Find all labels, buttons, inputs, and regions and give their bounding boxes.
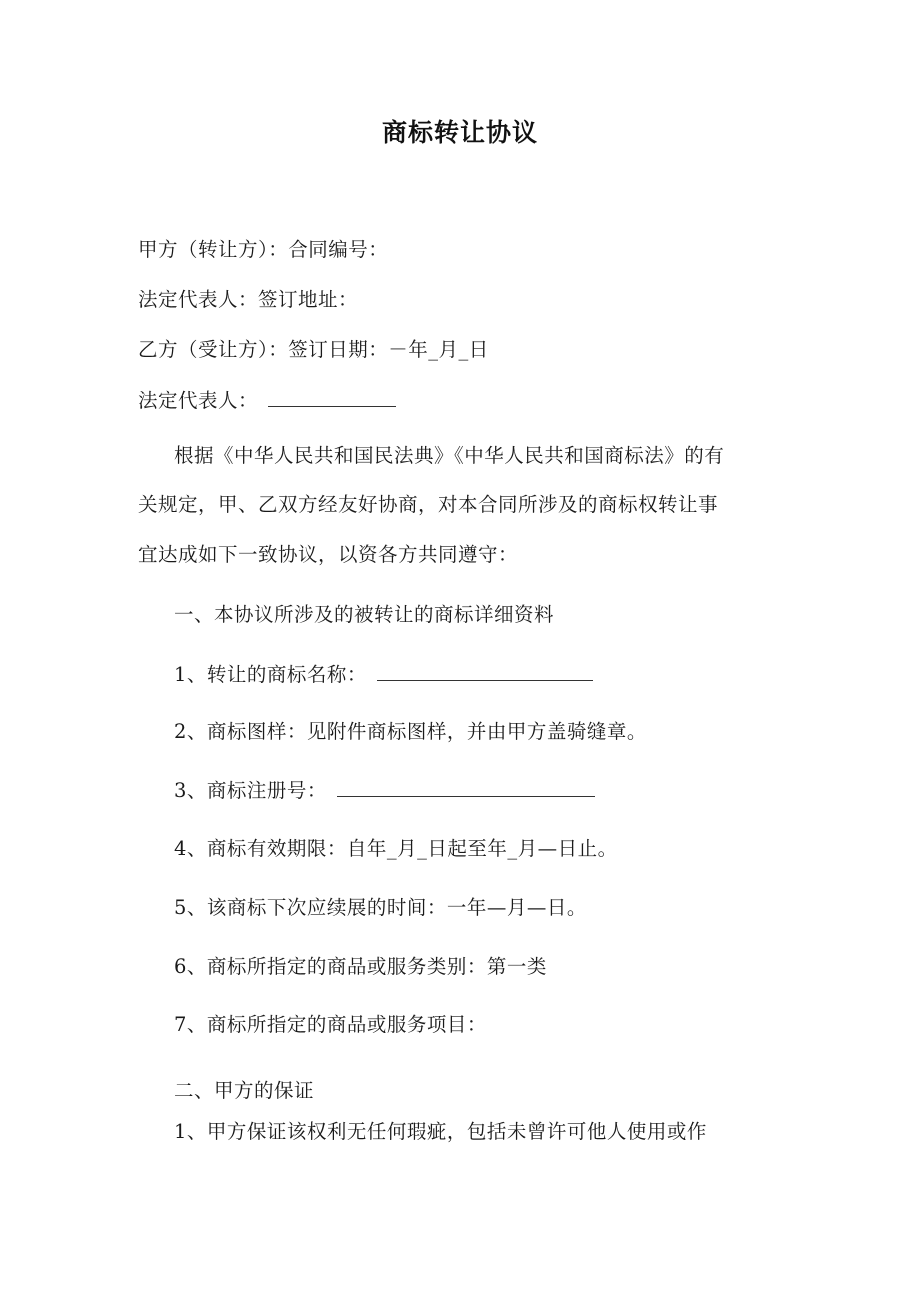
legal-rep-a-line: 法定代表人：签订地址： <box>138 288 359 311</box>
item-1-1-label: 1、转让的商标名称： <box>174 663 367 686</box>
legal-rep-b-label: 法定代表人： <box>138 389 259 412</box>
preamble-line-2: 关规定，甲、乙双方经友好协商，对本合同所涉及的商标权转让事 <box>138 493 719 516</box>
registration-number-blank <box>337 776 595 797</box>
item-1-1 <box>174 660 593 689</box>
legal-rep-b-blank <box>268 386 396 407</box>
party-b-line: 乙方（受让方）：签订日期：－年_月_日 <box>138 338 489 361</box>
item-1-4: 4、商标有效期限：自年_月_日起至年_月—日止。 <box>174 837 618 860</box>
item-2-1: 1、甲方保证该权利无任何瑕疵，包括未曾许可他人使用或作 <box>174 1120 707 1143</box>
item-1-7: 7、商标所指定的商品或服务项目： <box>174 1013 487 1036</box>
document-title: 商标转让协议 <box>381 118 538 147</box>
legal-rep-b-line <box>138 386 396 415</box>
item-1-6: 6、商标所指定的商品或服务类别：第一类 <box>174 955 547 978</box>
item-1-5: 5、该商标下次应续展的时间：一年—月—日。 <box>174 896 587 919</box>
section-2-heading: 二、甲方的保证 <box>174 1079 315 1102</box>
trademark-name-blank <box>377 660 593 681</box>
party-a-line: 甲方（转让方）：合同编号： <box>138 238 389 261</box>
section-1-heading: 一、本协议所涉及的被转让的商标详细资料 <box>174 603 555 626</box>
item-1-3-label: 3、商标注册号： <box>174 779 327 802</box>
preamble-line-1: 根据《中华人民共和国民法典》《中华人民共和国商标法》的有 <box>174 444 725 467</box>
item-1-2: 2、商标图样：见附件商标图样，并由甲方盖骑缝章。 <box>174 720 647 743</box>
item-1-3 <box>174 776 595 805</box>
preamble-line-3: 宜达成如下一致协议，以资各方共同遵守： <box>138 543 519 566</box>
